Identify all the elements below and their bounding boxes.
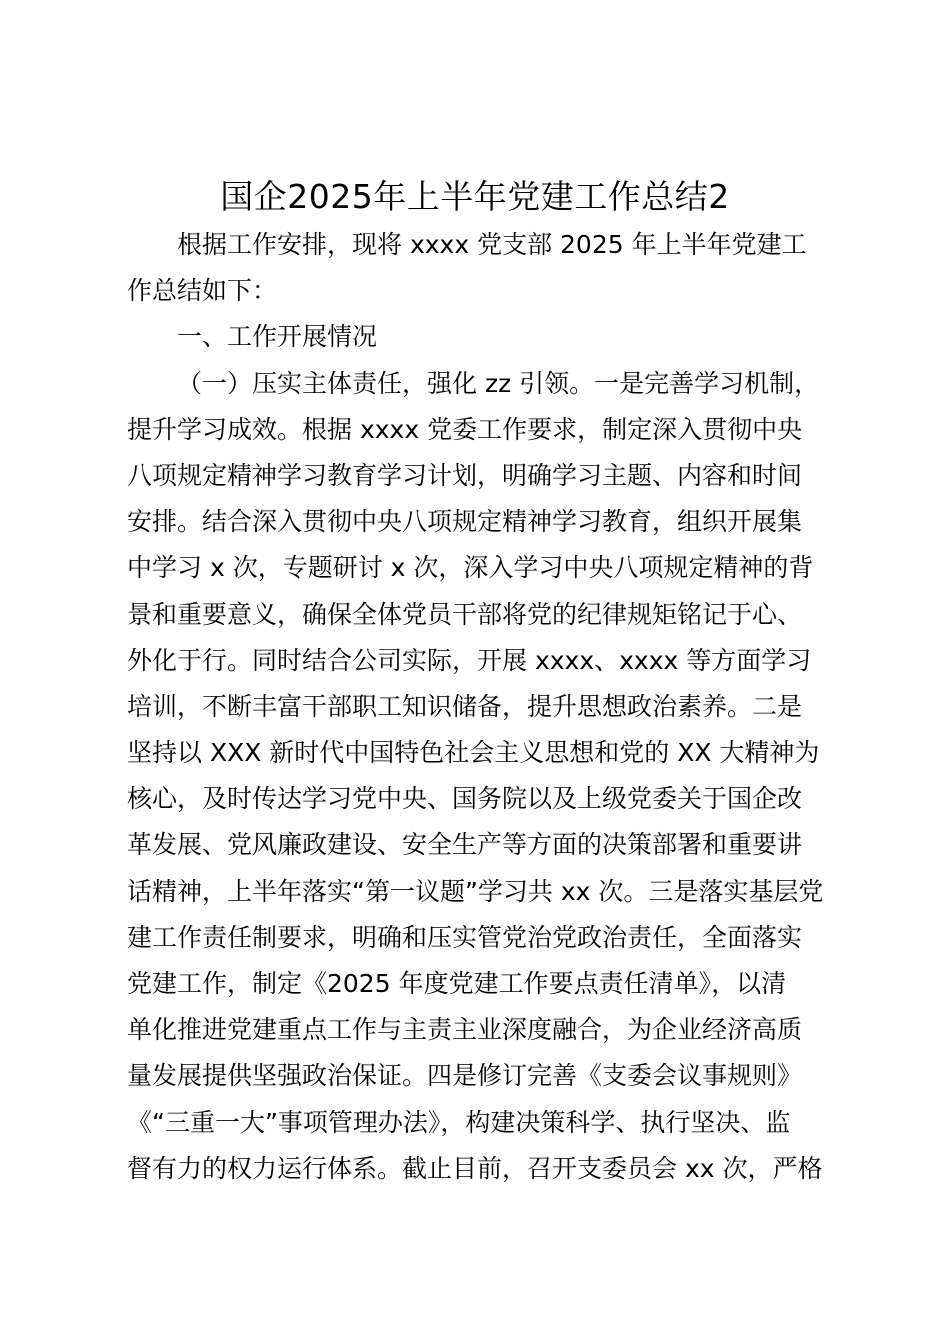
paragraph-line: 建工作责任制要求，明确和压实管党治党政治责任，全面落实 <box>127 922 803 952</box>
paragraph-line: 话精神，上半年落实“第一议题”学习共 xx 次。三是落实基层党 <box>127 876 824 906</box>
document-body <box>127 222 839 1192</box>
document-title: 国企2025年上半年党建工作总结2 <box>220 177 730 216</box>
paragraph-line: 坚持以 XXX 新时代中国特色社会主义思想和党的 XX 大精神为 <box>127 738 820 768</box>
paragraph-line: 核心，及时传达学习党中央、国务院以及上级党委关于国企改 <box>127 784 803 814</box>
paragraph-line: 八项规定精神学习教育学习计划，明确学习主题、内容和时间 <box>127 460 803 490</box>
paragraph-line: 督有力的权力运行体系。截止目前，召开支委员会 xx 次，严格 <box>127 1153 823 1183</box>
paragraph-line: 中学习 x 次，专题研讨 x 次，深入学习中央八项规定精神的背 <box>127 553 814 583</box>
paragraph-line: 《“三重一大”事项管理办法》，构建决策科学、执行坚决、监 <box>127 1107 791 1137</box>
paragraph-line: 景和重要意义，确保全体党员干部将党的纪律规矩铭记于心、 <box>127 599 803 629</box>
paragraph-line: 外化于行。同时结合公司实际，开展 xxxx、xxxx 等方面学习 <box>127 645 812 675</box>
paragraph-line: 安排。结合深入贯彻中央八项规定精神学习教育，组织开展集 <box>127 507 803 537</box>
paragraph-line: 培训，不断丰富干部职工知识储备，提升思想政治素养。二是 <box>127 691 803 721</box>
paragraph-line: 提升学习成效。根据 xxxx 党委工作要求，制定深入贯彻中央 <box>127 414 803 444</box>
section-heading: 一、工作开展情况 <box>177 322 378 352</box>
paragraph-line: 单化推进党建重点工作与主责主业深度融合，为企业经济高质 <box>127 1015 803 1045</box>
paragraph-line: 量发展提供坚强政治保证。四是修订完善《支委会议事规则》 <box>127 1061 803 1091</box>
paragraph-line: 根据工作安排，现将 xxxx 党支部 2025 年上半年党建工 <box>177 230 807 259</box>
paragraph-line: 党建工作，制定《2025 年度党建工作要点责任清单》，以清 <box>127 969 787 998</box>
paragraph-line: 作总结如下： <box>127 276 278 306</box>
paragraph-line: 革发展、党风廉政建设、安全生产等方面的决策部署和重要讲 <box>127 830 803 860</box>
paragraph-line: （一）压实主体责任，强化 zz 引领。一是完善学习机制， <box>177 368 820 398</box>
